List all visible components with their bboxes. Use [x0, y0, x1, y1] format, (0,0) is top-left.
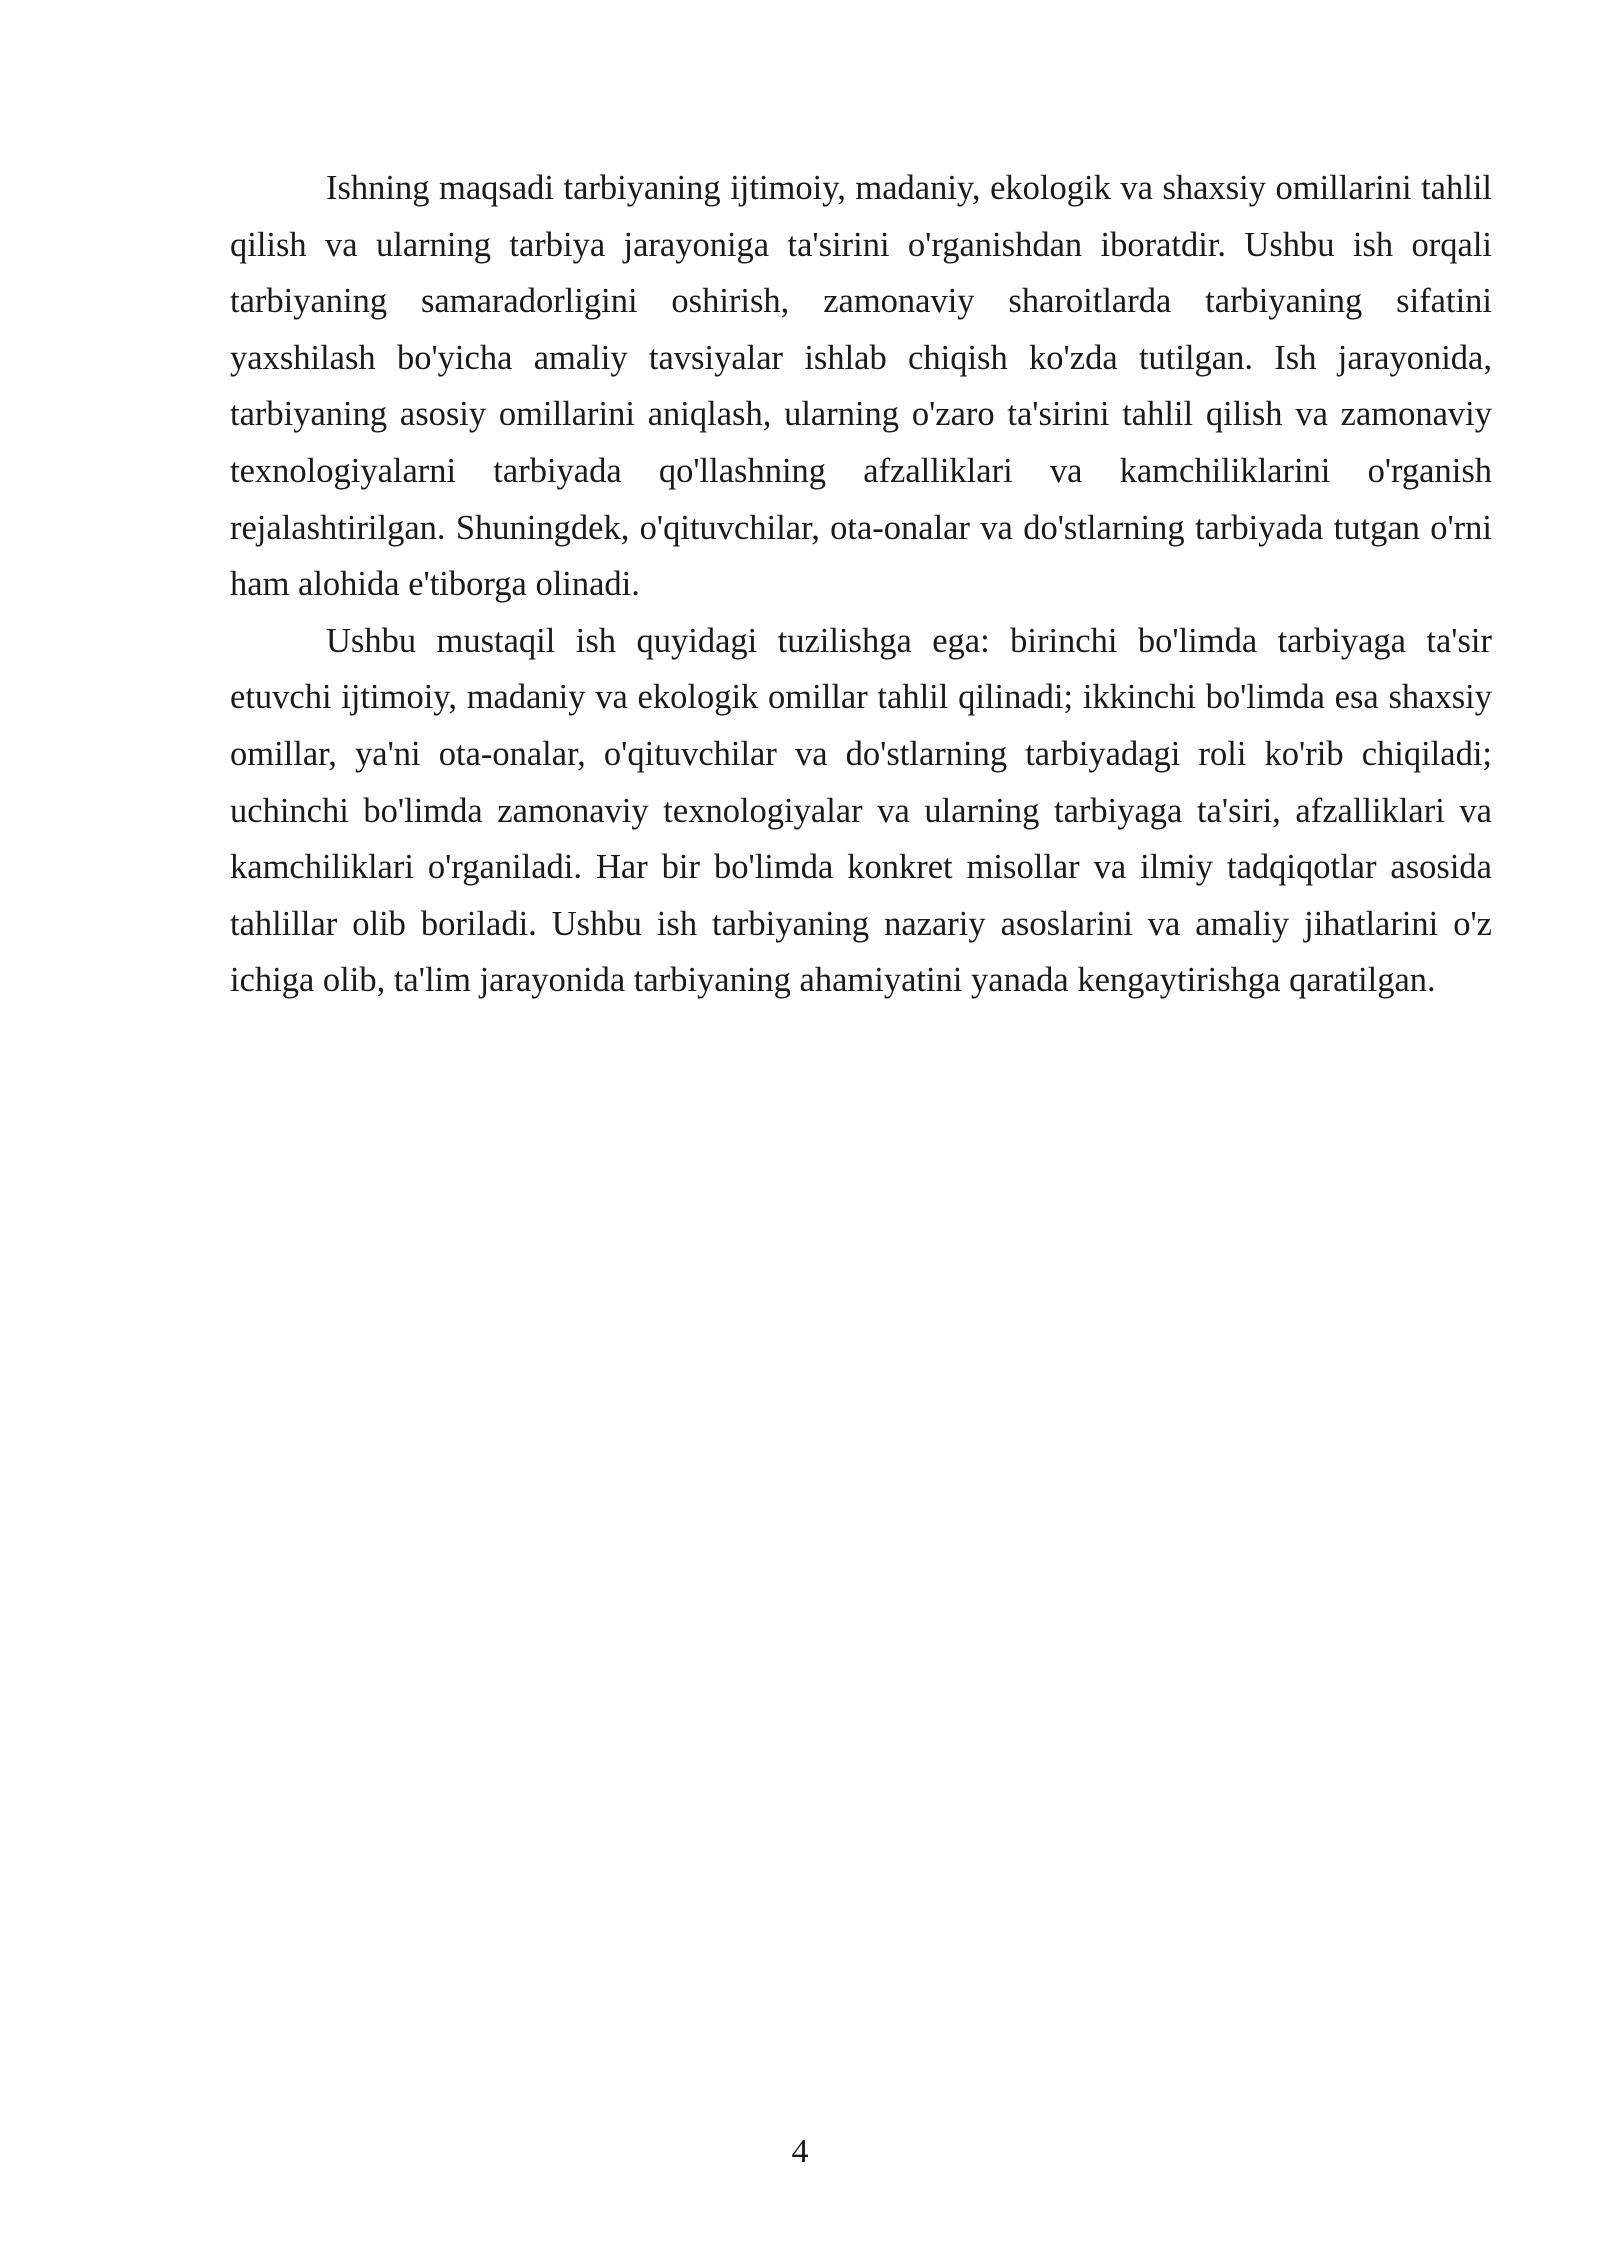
- paragraph-structure: Ushbu mustaqil ish quyidagi tuzilishga ega: birinchi bo'limda tarbiyaga ta'sir etuvchi ijtimoiy, madaniy va ekologik omillar tahlil qilinadi; ikkinchi bo'limda esa shaxsiy omillar, ya'ni ota-onalar, o'qituvchilar va do'stlarning tarbiyadagi roli ko'rib chiqiladi; uchinchi bo'limda zamonaviy texnologiyalar va ularning tarbiyaga ta'siri, afzalliklari va kamchiliklari o'rganiladi. Har bir bo'limda konkret misollar va ilmiy tadqiqotlar asosida tahlillar olib boriladi. Ushbu ish tarbiyaning nazariy asoslarini va amaliy jihatlarini o'z ichiga olib, ta'lim jarayonida tarbiyaning ahamiyatini yanada kengaytirishga qaratilgan.: [230, 621, 1492, 1000]
- body-text: [230, 160, 1492, 1009]
- page-number: 4: [791, 2133, 809, 2170]
- paragraph-purpose: Ishning maqsadi tarbiyaning ijtimoiy, madaniy, ekologik va shaxsiy omillarini tahlil qilish va ularning tarbiya jarayoniga ta'sirini o'rganishdan iboratdir. Ushbu ish orqali tarbiyaning samaradorligini oshirish, zamonaviy sharoitlarda tarbiyaning sifatini yaxshilash bo'yicha amaliy tavsiyalar ishlab chiqish ko'zda tutilgan. Ish jarayonida, tarbiyaning asosiy omillarini aniqlash, ularning o'zaro ta'sirini tahlil qilish va zamonaviy texnologiyalarni tarbiyada qo'llashning afzalliklari va kamchiliklarini o'rganish rejalashtirilgan. Shuningdek, o'qituvchilar, ota-onalar va do'stlarning tarbiyada tutgan o'rni ham alohida e'tiborga olinadi.: [230, 169, 1492, 604]
